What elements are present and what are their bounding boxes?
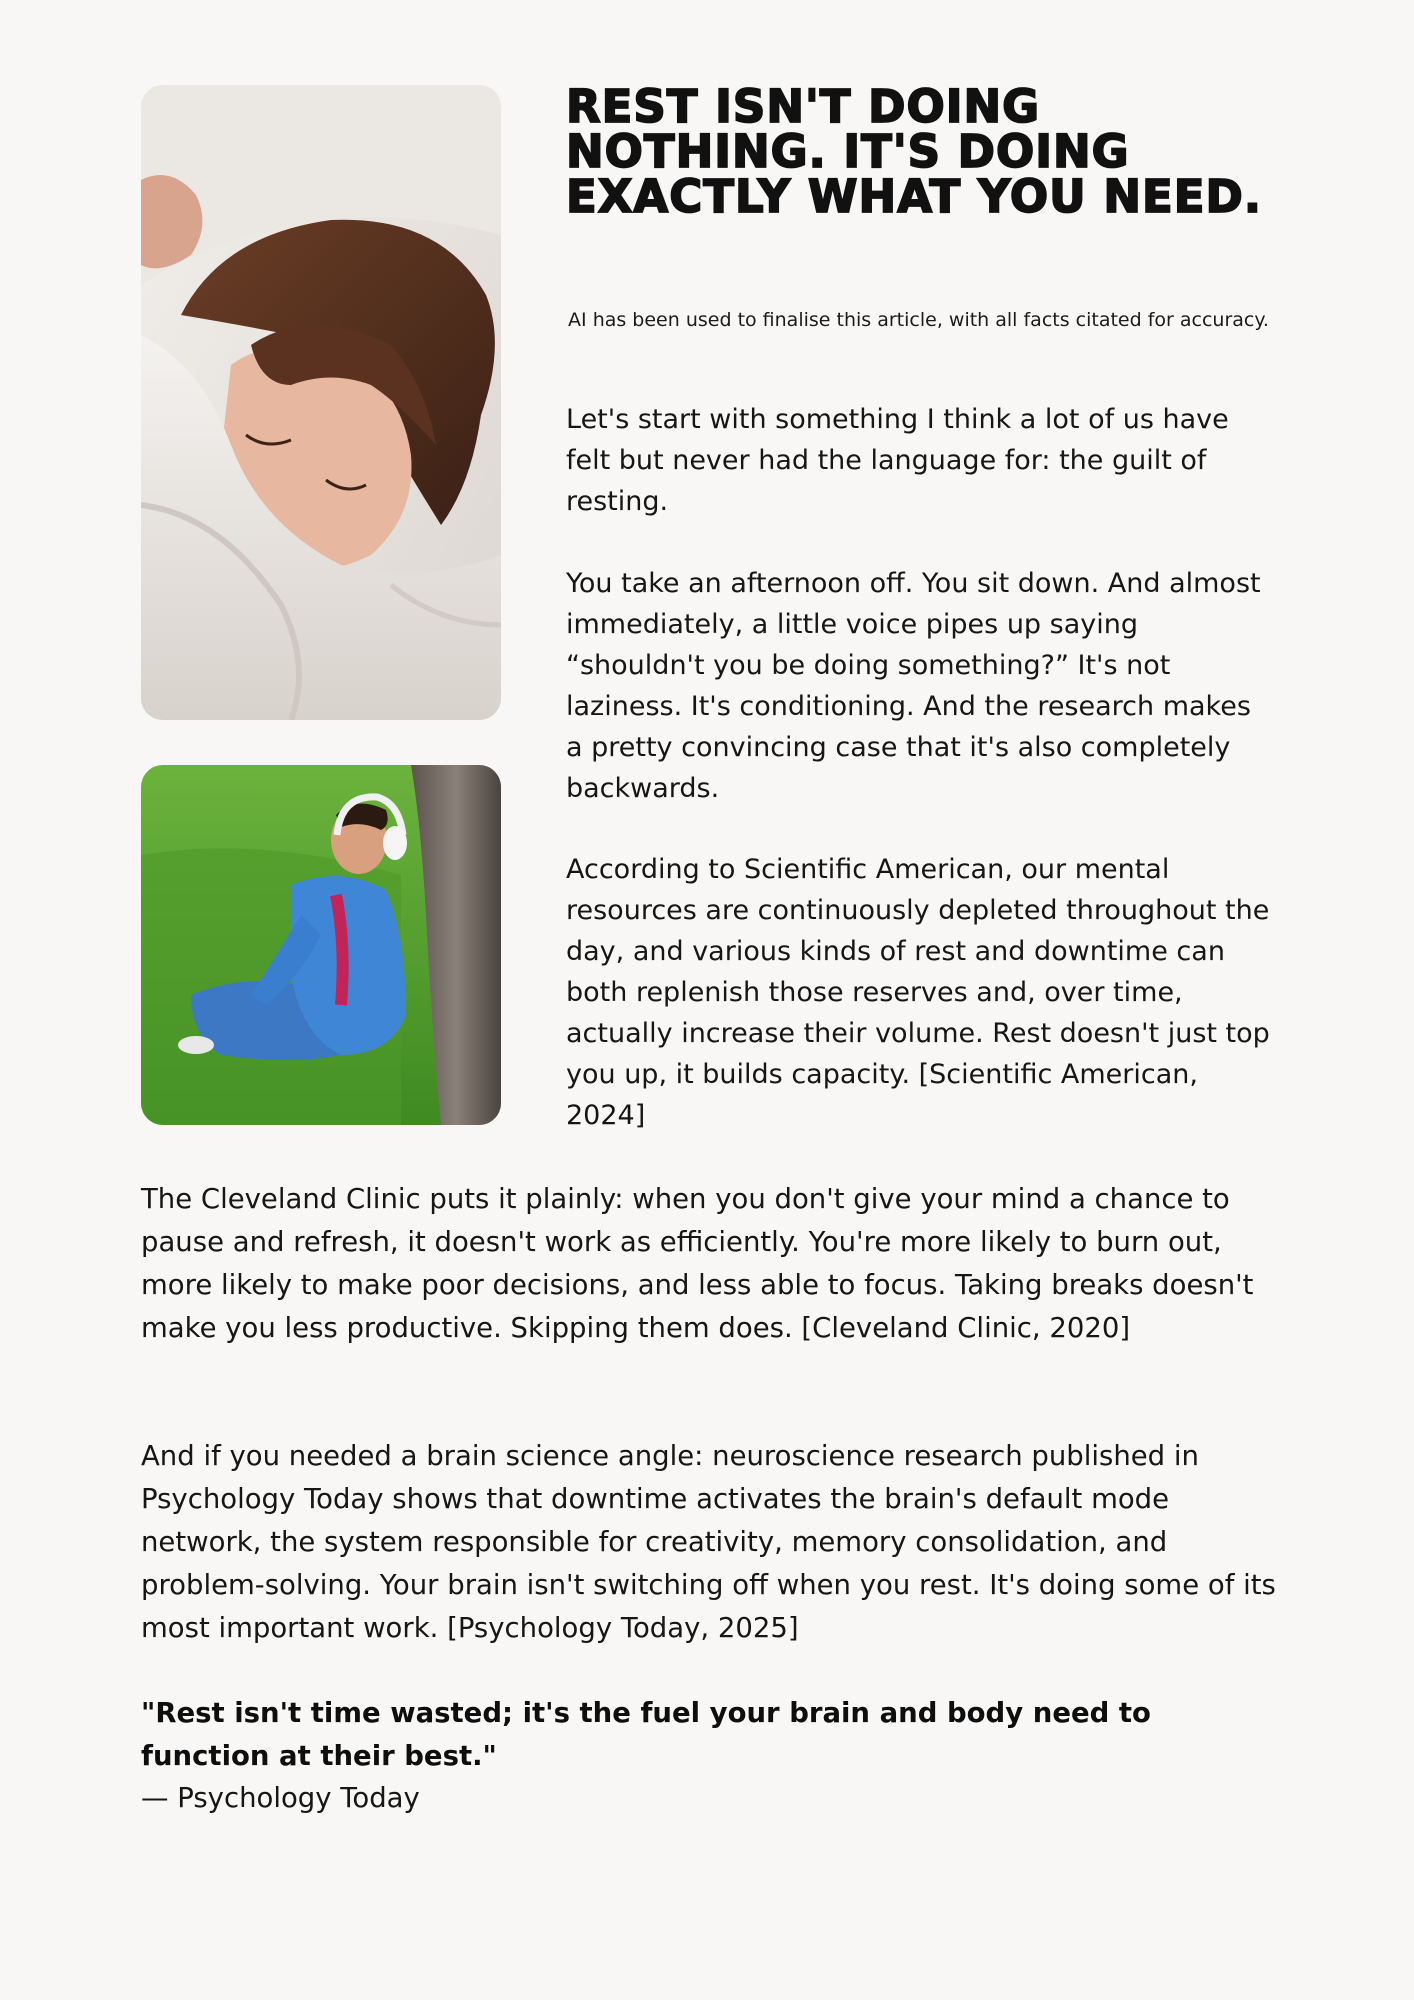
article-title: REST ISN'T DOING NOTHING. IT'S DOING EXACTLY WHAT YOU NEED. [566,80,1262,223]
photo-woman-sleeping [141,85,501,720]
sleeping-woman-illustration [141,85,501,720]
ai-disclaimer: AI has been used to finalise this article, with all facts citated for accuracy. [568,309,1269,331]
man-under-tree-illustration [141,765,501,1125]
photo-man-resting-tree [141,765,501,1125]
quote-attribution: — Psychology Today [141,1782,420,1814]
pull-quote: "Rest isn't time wasted; it's the fuel your brain and body need to function at their best." [141,1697,1151,1772]
paragraph-guilt: You take an afternoon off. You sit down. And almost immediately, a little voice pipes up saying “shouldn't you be doing something?” It's not laziness. It's conditioning. And the research makes a pretty convincing case that it's also completely backwards. [566,568,1261,804]
paragraph-intro: Let's start with something I think a lot of us have felt but never had the language for: the guilt of resting. [566,404,1229,517]
paragraph-cleveland-clinic: The Cleveland Clinic puts it plainly: when you don't give your mind a chance to pause and refresh, it doesn't work as efficiently. You're more likely to burn out, more likely to make poor decisions, and less able to focus. Taking breaks doesn't make you less productive. Skipping them does. [Cleveland Clinic, 2020] [141,1183,1254,1344]
paragraph-psychology-today: And if you needed a brain science angle: neuroscience research published in Psychology Today shows that downtime activates the brain's default mode network, the system responsible for creativity, memory consolidation, and problem-solving. Your brain isn't switching off when you rest. It's doing some of its most important work. [Psychology Today, 2025] [141,1440,1276,1644]
paragraph-scientific-american: According to Scientific American, our mental resources are continuously depleted throughout the day, and various kinds of rest and downtime can both replenish those reserves and, over time, actually increase their volume. Rest doesn't just top you up, it builds capacity. [Scientific American, 2024] [566,854,1270,1131]
